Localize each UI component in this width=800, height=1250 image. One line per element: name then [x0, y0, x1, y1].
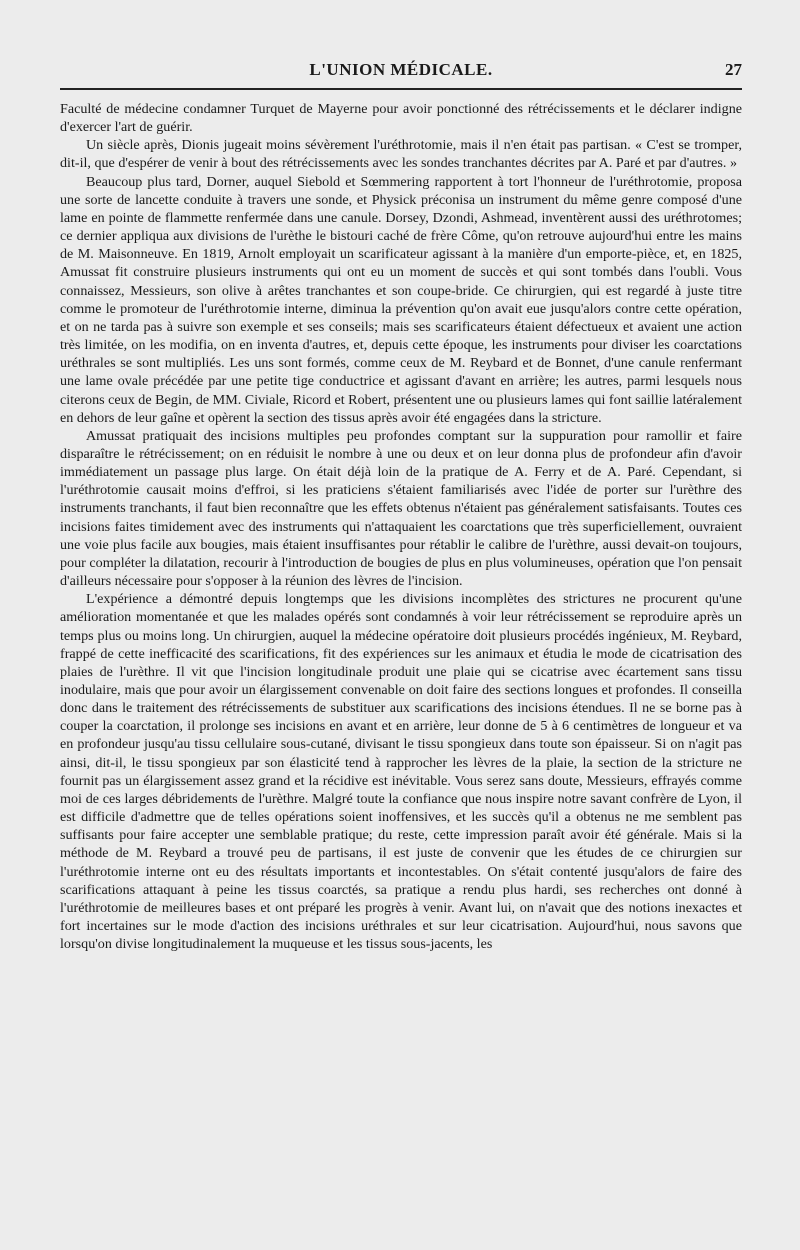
paragraph: Un siècle après, Dionis jugeait moins sévèrement l'uréthrotomie, mais il n'en était pas partisan. « C'est se tromper, dit-il, que d'espérer de venir à bout des rétrécissements avec les sondes tranchantes décrites par A. Paré et par d'autres. » [60, 137, 742, 172]
header-rule [60, 88, 742, 90]
article-body [60, 100, 742, 953]
paragraph: Faculté de médecine condamner Turquet de Mayerne pour avoir ponctionné des rétrécissements et le déclarer indigne d'exercer l'art de guérir. [60, 101, 742, 136]
journal-title: L'UNION MÉDICALE. [309, 60, 493, 79]
paragraph: Amussat pratiquait des incisions multiples peu profondes comptant sur la suppuration pour ramollir et faire disparaître le rétrécissement; on en réduisit le nombre à une ou deux et on leur donna plus de profondeur afin d'avoir immédiatement un passage plus large. On était déjà loin de la pratique de A. Ferry et de A. Paré. Cependant, si l'uréthrotomie causait moins d'effroi, si les praticiens s'étaient familiarisés avec l'idée de porter sur l'urèthre des instruments tranchants, il faut bien reconnaître que les effets obtenus n'étaient pas généralement satisfaisants. Toutes ces incisions faites timidement avec des instruments qui n'attaquaient les coarctations que très superficiellement, ouvraient une voie plus facile aux bougies, mais étaient insuffisantes pour rétablir le calibre de l'urèthre, aussi devait-on toujours, pour compléter la dilatation, recourir à l'introduction de bougies de plus en plus volumineuses, opération que l'on pensait d'ailleurs nécessaire pour s'opposer à la réunion des lèvres de l'incision. [60, 427, 742, 590]
paragraph: L'expérience a démontré depuis longtemps que les divisions incomplètes des strictures ne procurent qu'une amélioration momentanée et que les malades opérés sont condamnés à voir leur rétrécissement se reproduire après un temps plus ou moins long. Un chirurgien, auquel la médecine opératoire doit plusieurs procédés ingénieux, M. Reybard, frappé de cette inefficacité des scarifications, fit des expériences sur les animaux et étudia le mode de cicatrisation des plaies de l'urèthre. Il vit que l'incision longitudinale produit une plaie qui se cicatrise avec écartement sans tissu inodulaire, mais que pour avoir un élargissement convenable on doit faire des sections longues et profondes. Il conseilla donc dans le traitement des rétrécissements de substituer aux scarifications des incisions étendues. Il ne se borne pas à couper la coarctation, il prolonge ses incisions en avant et en arrière, leur donne de 5 à 6 centimètres de longueur et va en profondeur jusqu'au tissu cellulaire sous-cutané, divisant le tissu spongieux dans toute son épaisseur. Si on n'agit pas ainsi, dit-il, le tissu spongieux par son élasticité tend à rapprocher les lèvres de la plaie, la section de la stricture ne fournit pas un élargissement assez grand et la récidive est inévitable. Vous serez sans doute, Messieurs, effrayés comme moi de ces larges débridements de l'urèthre. Malgré toute la confiance que nous inspire notre savant confrère de Lyon, il est difficile d'admettre que de telles opérations soient inoffensives, et les succès qu'il a obtenus ne me semblent pas suffisants pour faire accepter une semblable pratique; du reste, cette impression paraît avoir été générale. Mais si la méthode de M. Reybard a trouvé peu de partisans, il est juste de convenir que les études de ce chirurgien sur l'uréthrotomie interne ont eu des résultats importants et incontestables. On s'était contenté jusqu'alors de faire des scarifications attaquant à peine les tissus coarctés, sa pratique a rendu plus hardi, ses recherches ont donné à l'uréthrotomie de meilleures bases et ont préparé les progrès à venir. Avant lui, on n'avait que des notions inexactes et fort incertaines sur le mode d'action des incisions uréthrales et sur leur cicatrisation. Aujourd'hui, nous savons que lorsqu'on divise longitudinalement la muqueuse et les tissus sous-jacents, les [60, 591, 742, 953]
paragraph: Beaucoup plus tard, Dorner, auquel Siebold et Sœmmering rapportent à tort l'honneur de l'uréthrotomie, proposa une sorte de lancette conduite à travers une sonde, et Physick préconisa un instrument du même genre composé d'une lame en pointe de flammette renfermée dans une canule. Dorsey, Dzondi, Ashmead, inventèrent aussi des uréthrotomes; ce dernier appliqua aux divisions de l'urèthe le bistouri caché de frère Côme, qu'on retrouve aujourd'hui entre les mains de M. Maisonneuve. En 1819, Arnolt employait un scarificateur agissant à la manière d'un emporte-pièce, et, en 1825, Amussat fit construire plusieurs instruments qui ont eu un moment de succès et qui sont tombés dans l'oubli. Vous connaissez, Messieurs, son olive à arêtes tranchantes et son coupe-bride. Ce chirurgien, qui est regardé à juste titre comme le promoteur de l'uréthrotomie interne, diminua la prévention qu'on avait eue jusqu'alors contre cette opération, et on ne tarda pas à suivre son exemple et ses conseils; mais ses scarificateurs étaient défectueux et avaient une action très limitée, on les modifia, on en inventa d'autres, et, depuis cette époque, les instruments pour diviser les coarctations uréthrales se sont multipliés. Les uns sont formés, comme ceux de M. Reybard et de Bonnet, d'une canule renfermant une lame ovale précédée par une petite tige conductrice et agissant d'avant en arrière; les autres, parmi lesquels nous citerons ceux de Begin, de MM. Civiale, Ricord et Robert, présentent une ou plusieurs lames qui font saillie latéralement en dehors de leur gaîne et opèrent la section des tissus après avoir été engagées dans la stricture. [60, 173, 742, 426]
running-header [60, 60, 742, 84]
page-number: 27 [725, 60, 742, 79]
